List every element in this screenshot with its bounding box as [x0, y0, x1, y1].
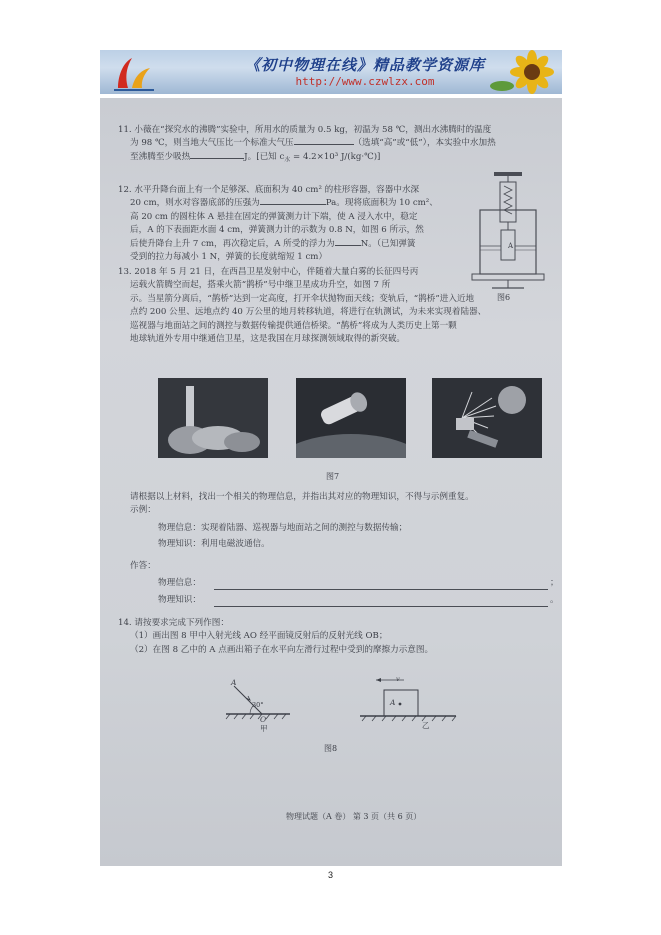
question-13-example: 物理信息：实现着陆器、巡视器与地面站之间的测控与数据传输； 物理知识：利用电磁波通信。 — [158, 523, 408, 549]
scanned-exam-page — [100, 98, 562, 866]
answer-knowledge-line[interactable] — [214, 606, 548, 607]
answer-knowledge-label: 物理知识： — [158, 595, 201, 605]
question-12: 12. 水平升降台面上有一个足够深、底面积为 40 cm² 的柱形容器，容器中水深 20 cm，则水对容器底部的压强为 Pa。现将底面积为 10 cm²、 高 20 cm 的圆柱体 A 悬挂在固定的弹簧测力计下端，使 A 浸入水中，稳定 后，A 的下表面距水面 4 cm，弹簧测力计的示数为 0.8 N，如图 6 所示，然 后使升降台上升 7 cm，再次稳定后，A 所受的浮力为 N。（已知弹簧 受到的拉力每减小 1 N，弹簧的长度就缩短 1 cm） — [118, 185, 438, 262]
answer-blank[interactable] — [294, 144, 354, 145]
fig8-velocity: v — [396, 675, 400, 683]
figure-6-label: 图6 — [497, 293, 511, 302]
question-13-prompt: 请根据以上材料，找出一个相关的物理信息，并指出其对应的物理知识，不得与示例重复。 示例： — [130, 492, 474, 516]
page-number: 3 — [327, 870, 333, 880]
rocket-launch-photo — [158, 378, 268, 458]
figure-8-label: 图8 — [324, 744, 338, 753]
fig8-box-a: A — [390, 698, 396, 707]
fig8-label-o: O — [260, 715, 267, 724]
answer-blank[interactable] — [260, 204, 326, 205]
figure-6-letter: A — [508, 242, 514, 250]
fig8-label-a: A — [231, 678, 237, 687]
fig8-jia: 甲 — [260, 724, 268, 733]
fig8-angle: 30° — [252, 701, 264, 709]
relay-satellite-photo — [432, 378, 542, 458]
answer-blank[interactable] — [335, 245, 361, 246]
question-14: 14. 请按要求完成下列作图： （1）画出图 8 甲中入射光线 AO 经平面镜反射后的反射光线 OB； （2）在图 8 乙中的 A 点画出箱子在水平向左滑行过程中受到的摩擦力示意图。 — [118, 618, 434, 655]
banner-url[interactable]: http://www.czwlzx.com — [295, 75, 435, 88]
answer-info-end: ； — [550, 578, 559, 588]
sunflower-icon — [488, 50, 558, 94]
answer-info-line[interactable] — [214, 589, 548, 590]
question-11: 11. 小薇在“探究水的沸腾”实验中，所用水的质量为 0.5 kg，初温为 58 ℃，测出水沸腾时的温度 为 98 ℃，则当地大气压比一个标准大气压 （选填“高”或“低”），本实验中水加热 至沸腾至少吸热 J。[已知 $c_水 = 4.2\times 10^3$ J/(kg·℃)] — [118, 125, 496, 164]
figure-7-label: 图7 — [326, 472, 340, 481]
banner-title: 《初中物理在线》精品教学资源库 — [244, 56, 485, 74]
question-13-answer-label: 作答： — [130, 561, 156, 571]
answer-blank[interactable] — [190, 158, 244, 159]
question-13: 13. 2018 年 5 月 21 日，在西昌卫星发射中心，伴随着大量白雾的长征四号丙 运载火箭腾空而起，搭乘火箭“鹊桥”号中继卫星成功升空，如图 7 所 示。当星箭分离后，“鹊桥”达到一定高度，打开伞状抛物面天线；变轨后，“鹊桥”进入近地 点约 200 公里、远地点约 40 万公里的地月转移轨道，将进行在轨测试，为未来实现着陆器、 巡视器与地面站之间的测控与数据传输提供通信桥梁。“鹊桥”将成为人类历史上第一颗 地球轨道外专用中继通信卫星，这是我国在月球探测领域取得的新突破。 — [118, 267, 487, 344]
answer-knowledge-end: 。 — [550, 595, 559, 605]
exam-footer: 物理试题（A 卷） 第 3 页（共 6 页） — [286, 812, 422, 821]
answer-info-label: 物理信息： — [158, 578, 201, 588]
fig8-yi: 乙 — [422, 721, 430, 730]
site-logo-icon — [110, 54, 158, 92]
satellite-orbit-photo — [296, 378, 406, 458]
header-banner — [100, 50, 562, 94]
